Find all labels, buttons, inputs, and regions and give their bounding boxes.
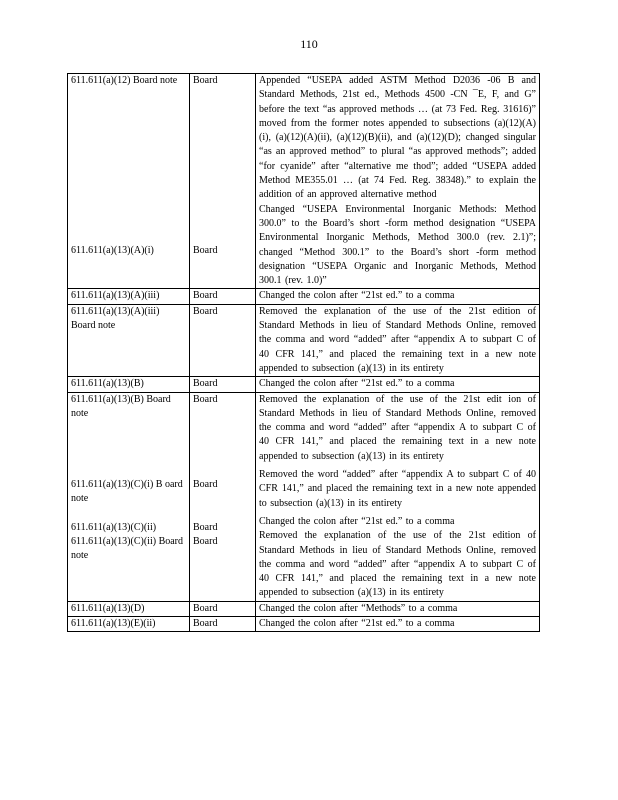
section-cell: 611.611(a)(13)(B): [68, 377, 190, 392]
source-cell: Board: [190, 377, 256, 392]
table-row: [68, 601, 540, 616]
section-cell: 611.611(a)(13)(E)(ii): [68, 616, 190, 631]
page-number: 110: [300, 37, 318, 51]
description-cell: [256, 392, 540, 601]
section-cell: 611.611(a)(13)(A)(iii) Board note: [68, 304, 190, 376]
section-cell: [68, 392, 190, 601]
description-cell: Removed the explanation of the use of the 21st edition of Standard Methods in lieu of Standard Methods Online, removed the comma and word “added” after “appendix A to subpart C of 40 CFR 141,” and placed the remaining text in a new note appended to subsection (a)(13) in its entirety: [256, 304, 540, 376]
section-label: 611.611(a)(13)(C)(i) B oard note: [71, 478, 183, 504]
section-cell: 611.611(a)(13)(A)(iii): [68, 289, 190, 304]
changes-table: [67, 73, 540, 632]
section-label: 611.611(a)(12) Board note: [71, 75, 178, 86]
section-label: 611.611(a)(13)(A)(i): [71, 245, 154, 256]
source-label: Board: [193, 245, 218, 256]
source-label: Board: [193, 521, 218, 533]
description-cell: Changed the colon after “21st ed.” to a comma: [256, 289, 540, 304]
description-text: Appended “USEPA added ASTM Method D2036 -06 B and Standard Methods, 21st ed., Methods 4500 -CN ¯E, F, and G” before the text “as approved methods … (at 73 Fed. Reg. 31616)” moved from the former notes appended to subsections (a)(12)(A)(i), (a)(12)(A)(ii), (a)(12)(B)(ii), and (a)(12)(D); changed singular “as an approved method” to plural “as approved methods”; added “for cyanide” after “alternative me thod”; added “USEPA added Method ME355.01 … (at 74 Fed. Reg. 38348).” to explain the addition of an approved alternative method: [259, 75, 536, 201]
source-cell: Board: [190, 304, 256, 376]
description-text: Changed the colon after “21st ed.” to a comma: [259, 515, 455, 527]
source-label: Board: [193, 478, 218, 490]
section-cell: [68, 74, 190, 289]
description-cell: Changed the colon after “Methods” to a comma: [256, 601, 540, 616]
description-cell: [256, 74, 540, 289]
table-row: [68, 289, 540, 304]
source-cell: Board: [190, 601, 256, 616]
description-text: Removed the explanation of the use of the 21st edit ion of Standard Methods in lieu of Standard Methods Online, removed the comma and word “added” after “appendix A to subpart C of 40 CFR 141,” and placed the remaining text in a new note appended to subsection (a)(13) in its entirety: [259, 393, 536, 462]
description-cell: Changed the colon after “21st ed.” to a comma: [256, 377, 540, 392]
source-cell: [190, 392, 256, 601]
source-cell: [190, 74, 256, 289]
source-cell: Board: [190, 289, 256, 304]
table-row: [68, 377, 540, 392]
source-cell: Board: [190, 616, 256, 631]
section-label: 611.611(a)(13)(C)(ii) Board note: [71, 535, 184, 562]
description-text: Removed the word “added” after “appendix A to subpart C of 40 CFR 141,” and placed the remaining text in a new note appended to subsection (a)(13) in its entirety: [259, 469, 536, 509]
table-row: [68, 392, 540, 601]
source-label: Board: [193, 535, 218, 547]
description-text: Removed the explanation of the use of the 21st edition of Standard Methods in lieu of Standard Methods Online, removed the comma and word “added” after “appendix A to subpart C of 40 CFR 141,” and placed the remaining text in a new note appended to subsection (a)(13) in its entirety: [259, 530, 536, 599]
section-label: 611.611(a)(13)(B) Board note: [71, 393, 171, 419]
section-cell: 611.611(a)(13)(D): [68, 601, 190, 616]
description-text: Changed “USEPA Environmental Inorganic Methods: Method 300.0” to the Board’s short -form method designation “USEPA Environmental Inorganic Methods, Method 300.0 (rev. 2.1)”; changed “Method 300.1” to the Board’s short -form method designation “USEPA Organic and Inorganic Methods, Method 300.1 (rev. 1.0)”: [259, 203, 536, 287]
table-row: [68, 74, 540, 289]
source-label: Board: [193, 393, 218, 405]
table-row: [68, 304, 540, 376]
description-cell: Changed the colon after “21st ed.” to a comma: [256, 616, 540, 631]
section-label: 611.611(a)(13)(C)(ii): [71, 521, 157, 533]
source-label: Board: [193, 75, 218, 86]
table-row: [68, 616, 540, 631]
